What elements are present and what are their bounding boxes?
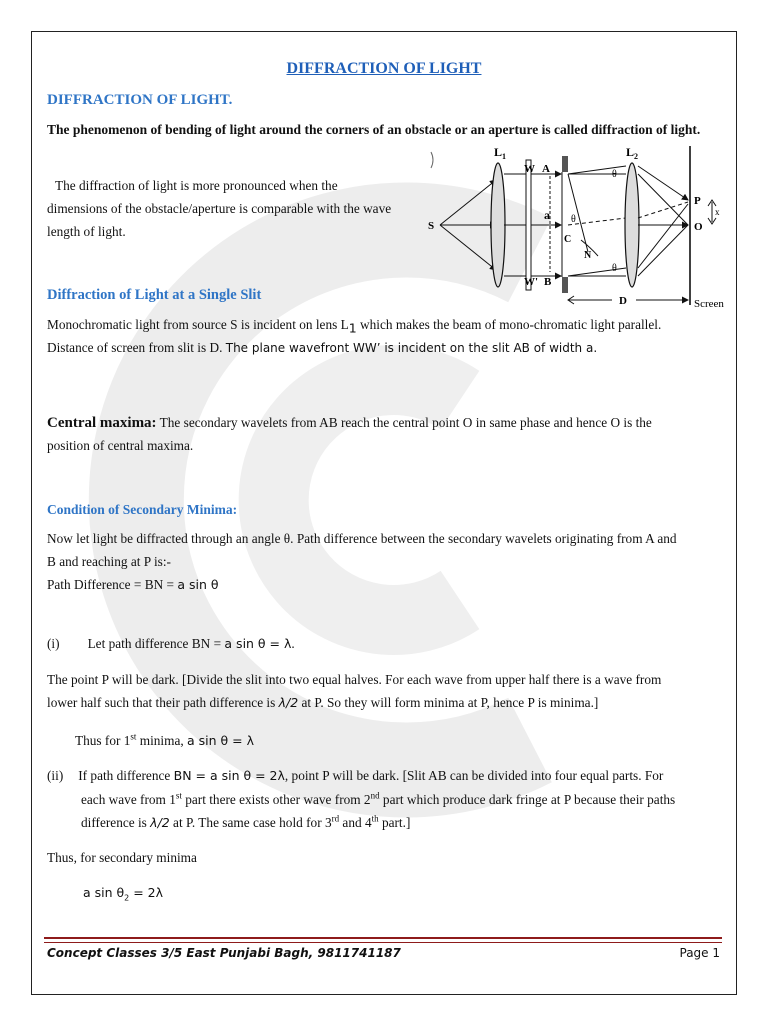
case-i-line: (i) Let path difference BN = a sin θ = λ.	[47, 636, 295, 651]
intro-line-3: length of light.	[47, 224, 126, 239]
single-slit-figure	[426, 140, 736, 312]
lens-l1	[491, 163, 505, 287]
footer-address: Concept Classes 3/5 East Punjabi Bagh, 9811741187	[47, 946, 401, 960]
secondary-minima-lead: Thus, for secondary minima	[47, 850, 197, 865]
label-w-prime: W'	[524, 276, 539, 288]
label-slit-width: a	[544, 208, 550, 222]
path-difference-line: Path Difference = BN = a sin θ	[47, 577, 219, 592]
slit-bottom	[562, 277, 568, 293]
label-b-point: B	[544, 276, 552, 288]
label-l2: $L_2$	[626, 145, 639, 161]
page-title: DIFFRACTION OF LIGHT	[286, 60, 482, 77]
label-w: W	[524, 163, 535, 175]
label-p: P	[694, 195, 701, 207]
label-n: N	[584, 250, 592, 261]
intro-line-2: dimensions of the obstacle/aperture is comparable with the wave	[47, 201, 392, 216]
page-number: Page 1	[679, 946, 720, 960]
label-theta-top: θ	[612, 169, 617, 180]
dark-explanation-line-1: The point P will be dark. [Divide the slit into two equal halves. For each wave from upper half there is a wave from	[47, 672, 662, 687]
heading-secondary-minima: Condition of Secondary Minima:	[47, 502, 238, 517]
label-theta-bottom: θ	[612, 263, 617, 274]
label-d: D	[619, 295, 627, 307]
case-ii-line-2: each wave from 1st part there exists other wave from 2nd part which produce dark fringe at P because their paths	[81, 790, 676, 807]
label-theta-mid: θ	[571, 214, 576, 225]
label-l1: $L_1$	[494, 145, 507, 161]
section-heading-diffraction: DIFFRACTION OF LIGHT.	[47, 92, 233, 108]
minima-line-1: Now let light be diffracted through an angle θ. Path difference between the secondary wavelets originating from A and	[47, 531, 677, 546]
single-slit-line-1: Monochromatic light from source S is incident on lens $L_1$ which makes the beam of mono-chromatic light parallel.	[47, 317, 662, 336]
label-screen: Screen	[694, 298, 724, 310]
label-a-point: A	[542, 163, 550, 175]
footer-rule	[44, 937, 722, 939]
heading-single-slit: Diffraction of Light at a Single Slit	[47, 287, 262, 303]
central-maxima-line-1: Central maxima: The secondary wavelets from AB reach the central point O in same phase and hence O is the	[47, 415, 652, 431]
footer-rule-thin	[44, 942, 722, 943]
definition-text: The phenomenon of bending of light around the corners of an obstacle or an aperture is called diffraction of light.	[47, 122, 701, 137]
lens-l2	[625, 163, 639, 287]
case-ii-line-1: (ii) If path difference BN = a sin θ = 2λ, point P will be dark. [Slit AB can be divided into four equal parts. For	[47, 768, 664, 783]
single-slit-line-2: Distance of screen from slit is D. The plane wavefront WW’ is incident on the slit AB of width a.	[47, 340, 598, 355]
secondary-minima-equation: a $\sin \theta_2 = 2\lambda$	[83, 885, 164, 903]
case-ii-line-3: difference is λ/2 at P. The same case hold for 3rd and 4th part.]	[81, 813, 411, 830]
wavefront	[526, 160, 531, 290]
label-x: x	[715, 207, 720, 217]
minima-line-2: B and reaching at P is:-	[47, 554, 171, 569]
label-c: C	[564, 234, 572, 245]
central-maxima-line-2: position of central maxima.	[47, 438, 194, 453]
dark-explanation-line-2: lower half such that their path difference is λ/2 at P. So they will form minima at P, hence P is minima.]	[47, 695, 599, 710]
slit-top	[562, 156, 568, 172]
first-minima-condition: Thus for 1st minima, a sin θ = λ	[75, 731, 255, 748]
label-o: O	[694, 221, 703, 233]
label-s: S	[428, 220, 435, 232]
intro-line-1: The diffraction of light is more pronounced when the	[55, 178, 338, 193]
